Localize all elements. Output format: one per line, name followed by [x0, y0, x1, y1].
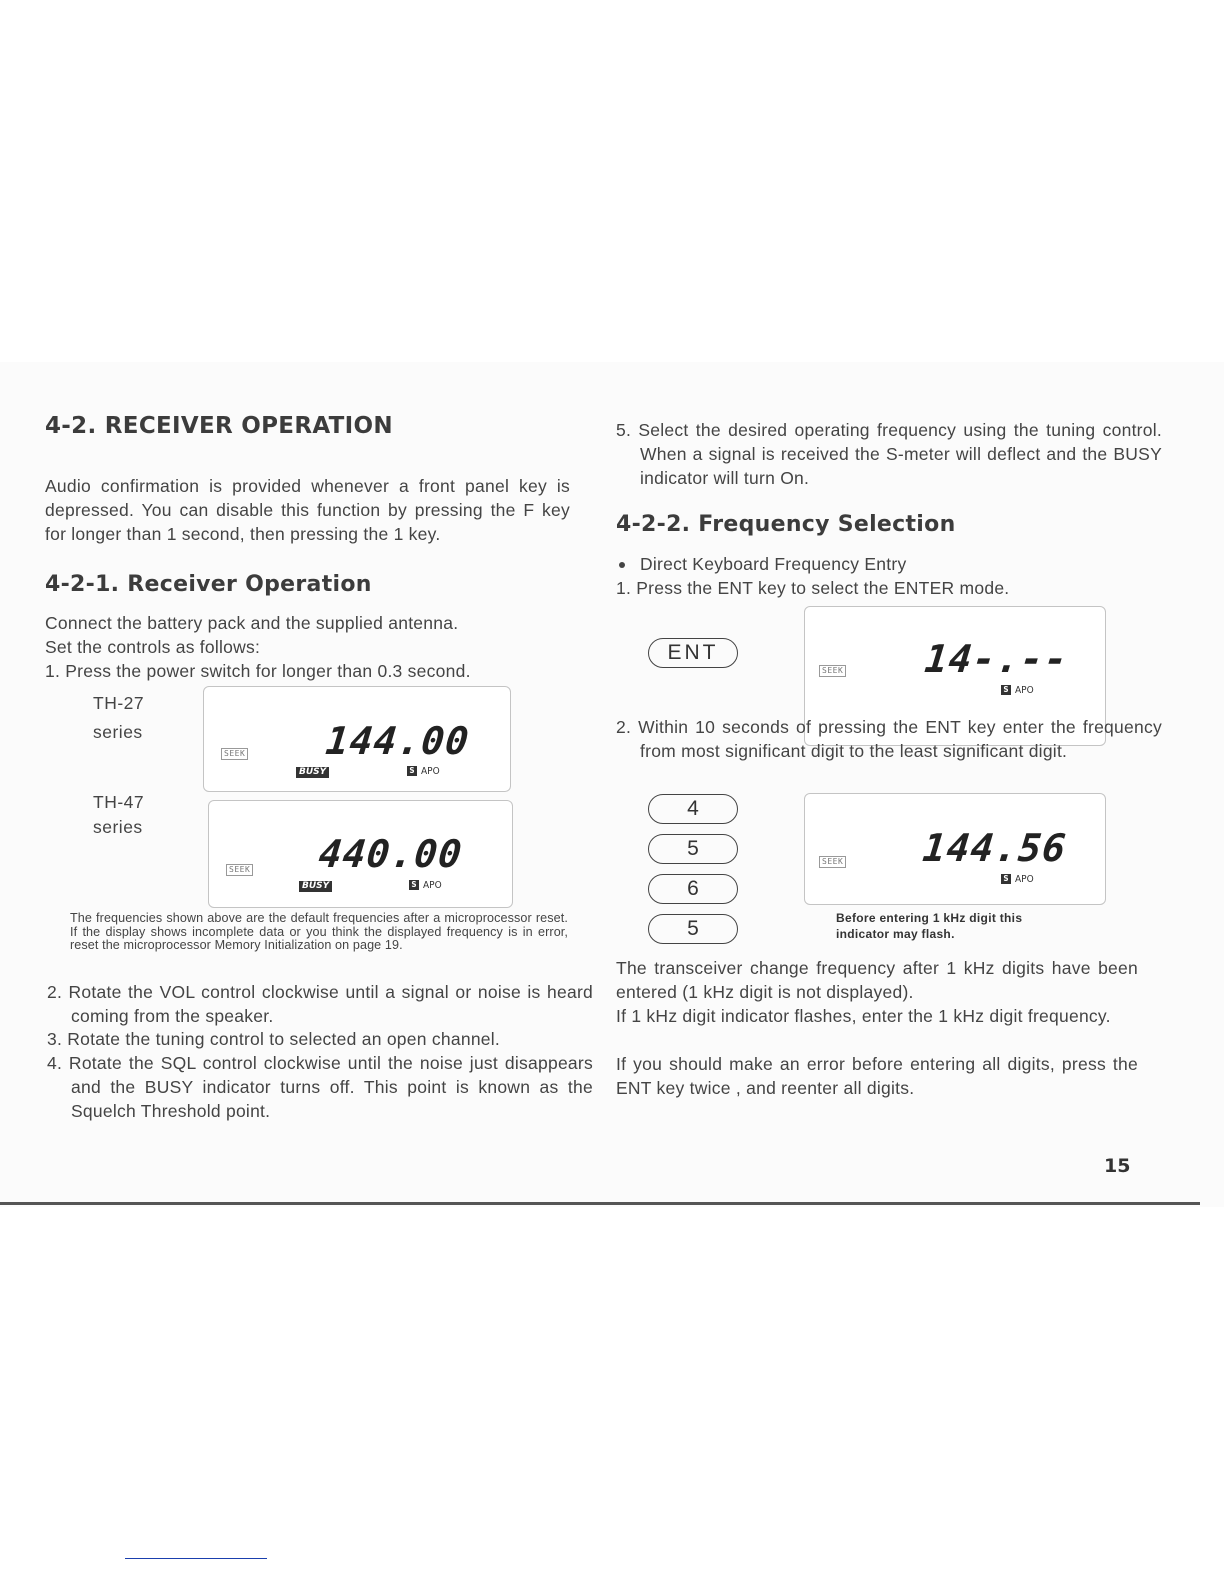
seek-indicator: SEEK: [819, 665, 846, 677]
model-label-th27: TH-27: [93, 693, 145, 713]
s-indicator: S: [407, 766, 417, 776]
step-1-ent: 1. Press the ENT key to select the ENTER mode.: [616, 578, 1010, 598]
lcd-display-th47: [208, 800, 513, 908]
digit-key-4: 4: [648, 794, 738, 824]
subsection-heading-frequency-selection: 4-2-2. Frequency Selection: [616, 512, 956, 537]
step-4-sql: 4. Rotate the SQL control clockwise until the noise just disappears and the BUSY indicator turns off. This point is known as the Squelch Threshold point.: [47, 1053, 593, 1121]
apo-indicator: S APO: [1001, 874, 1034, 885]
subsection-heading-receiver-operation: 4-2-1. Receiver Operation: [45, 572, 372, 597]
ent-key: ENT: [648, 638, 738, 668]
series-label-th27: series: [93, 722, 143, 742]
paragraph-frequency-change: The transceiver change frequency after 1 kHz digits have been entered (1 kHz digit is not displayed).: [616, 958, 1138, 1002]
paragraph-1khz-flash: If 1 kHz digit indicator flashes, enter the 1 kHz digit frequency.: [616, 1006, 1111, 1026]
frequency-readout: 440.00: [316, 832, 465, 876]
step-5-select-frequency: 5. Select the desired operating frequency using the tuning control. When a signal is received the S-meter will deflect and the BUSY indicator will turn On.: [616, 420, 1162, 488]
seek-indicator: SEEK: [819, 856, 846, 868]
bullet-icon: [619, 562, 625, 568]
digit-key-5: 5: [648, 834, 738, 864]
s-indicator: S: [1001, 874, 1011, 884]
busy-indicator: BUSY: [296, 767, 329, 778]
page-number: 15: [1104, 1155, 1131, 1177]
s-indicator: S: [1001, 685, 1011, 695]
apo-indicator: S APO: [407, 766, 440, 777]
footer-line: [125, 1558, 267, 1559]
lcd-display-entered-frequency: [804, 793, 1106, 905]
seek-indicator: SEEK: [221, 748, 248, 760]
step-2-vol: 2. Rotate the VOL control clockwise until a signal or noise is heard coming from the speaker.: [47, 982, 593, 1026]
paragraph-error-reenter: If you should make an error before entering all digits, press the ENT key twice , and reenter all digits.: [616, 1054, 1138, 1098]
section-heading-receiver-operation: 4-2. RECEIVER OPERATION: [45, 413, 393, 439]
bullet-direct-entry: Direct Keyboard Frequency Entry: [616, 552, 1138, 576]
frequency-readout: 144.56: [920, 826, 1069, 870]
s-indicator: S: [409, 880, 419, 890]
seek-indicator: SEEK: [226, 864, 253, 876]
default-frequency-note: The frequencies shown above are the default frequencies after a microprocessor reset. If the display shows incomplete data or you think the displayed frequency is in error, reset the microprocessor Memory Initialization on page 19.: [70, 911, 568, 953]
step-3-tuning: 3. Rotate the tuning control to selected an open channel.: [47, 1029, 501, 1049]
model-label-th47: TH-47: [93, 792, 145, 812]
lcd-display-th27: [203, 686, 511, 792]
connect-line-2: Set the controls as follows:: [45, 637, 261, 657]
apo-indicator: S APO: [1001, 685, 1034, 696]
digit-key-5b: 5: [648, 914, 738, 944]
flash-caption: Before entering 1 kHz digit this indicator may flash.: [836, 911, 1023, 941]
step-1-power: 1. Press the power switch for longer than 0.3 second.: [45, 661, 471, 681]
step-2-enter-digits: 2. Within 10 seconds of pressing the ENT key enter the frequency from most significant digit to the least significant digit.: [616, 717, 1162, 761]
frequency-readout: 14-.--: [922, 637, 1071, 681]
bottom-rule: [0, 1202, 1200, 1205]
intro-paragraph: Audio confirmation is provided whenever a front panel key is depressed. You can disable this function by pressing the F key for longer than 1 second, then pressing the 1 key.: [45, 476, 570, 544]
frequency-readout: 144.00: [323, 719, 472, 763]
busy-indicator: BUSY: [299, 881, 332, 892]
apo-indicator: S APO: [409, 880, 442, 891]
series-label-th47: series: [93, 817, 143, 837]
digit-key-6: 6: [648, 874, 738, 904]
connect-line-1: Connect the battery pack and the supplied antenna.: [45, 613, 459, 633]
